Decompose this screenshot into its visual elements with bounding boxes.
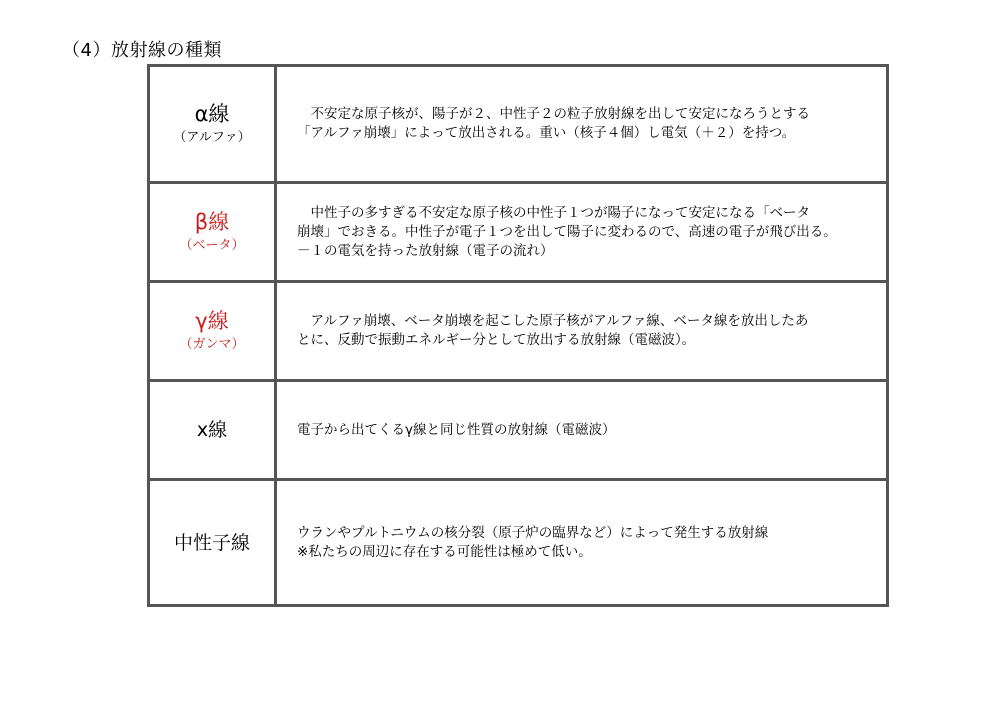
- neutron-description-cell: [276, 480, 888, 606]
- table-row-neutron: [149, 480, 888, 606]
- neutron-description-line: ウランやプルトニウムの核分裂（原子炉の臨界など）によって発生する放射線: [297, 524, 769, 541]
- alpha-name-cell: [149, 66, 276, 183]
- gamma-ray-reading: （ガンマ）: [179, 337, 245, 352]
- alpha-description-cell: [276, 66, 888, 183]
- beta-description-line: －１の電気を持った放射線（電子の流れ）: [297, 242, 554, 259]
- beta-description-cell: [276, 183, 888, 282]
- beta-description-line: 中性子の多すぎる不安定な原子核の中性子１つが陽子になって安定になる「ベータ: [297, 204, 810, 221]
- x-ray-name: x線: [196, 419, 228, 441]
- x-description-line: 電子から出てくるγ線と同じ性質の放射線（電磁波）: [297, 421, 616, 438]
- neutron-description-line: ※私たちの周辺に存在する可能性は極めて低い。: [297, 543, 592, 560]
- gamma-description-line: アルファ崩壊、ベータ崩壊を起こした原子核がアルファ線、ベータ線を放出したあ: [297, 313, 809, 329]
- beta-name-cell: [149, 183, 276, 282]
- gamma-ray-name: γ線: [195, 309, 229, 333]
- alpha-ray-reading: （アルファ）: [173, 130, 251, 145]
- beta-ray-reading: （ベータ）: [179, 238, 245, 253]
- alpha-description-line: 「アルファ崩壊」によって放出される。重い（核子４個）し電気（＋２）を持つ。: [297, 125, 796, 141]
- table-row-gamma: [149, 282, 888, 381]
- neutron-ray-name: 中性子線: [173, 531, 250, 554]
- gamma-name-cell: [149, 282, 276, 381]
- table-row-beta: [149, 183, 888, 282]
- neutron-name-cell: [149, 480, 276, 606]
- beta-ray-name: β線: [194, 210, 230, 234]
- beta-description-line: 崩壊」でおきる。中性子が電子１つを出して陽子に変わるので、高速の電子が飛び出る。: [297, 223, 837, 240]
- x-name-cell: [149, 381, 276, 480]
- alpha-ray-name: α線: [194, 102, 230, 126]
- radiation-types-table: [147, 64, 889, 607]
- gamma-description-cell: [276, 282, 888, 381]
- section-title: （4）放射線の種類: [62, 40, 222, 61]
- table-row-alpha: [149, 66, 888, 183]
- gamma-description-line: とに、反動で振動エネルギー分として放出する放射線（電磁波）。: [297, 332, 696, 348]
- table-row-x: [149, 381, 888, 480]
- alpha-description-line: 不安定な原子核が、陽子が２、中性子２の粒子放射線を出して安定になろうとする: [297, 106, 810, 122]
- x-description-cell: [276, 381, 888, 480]
